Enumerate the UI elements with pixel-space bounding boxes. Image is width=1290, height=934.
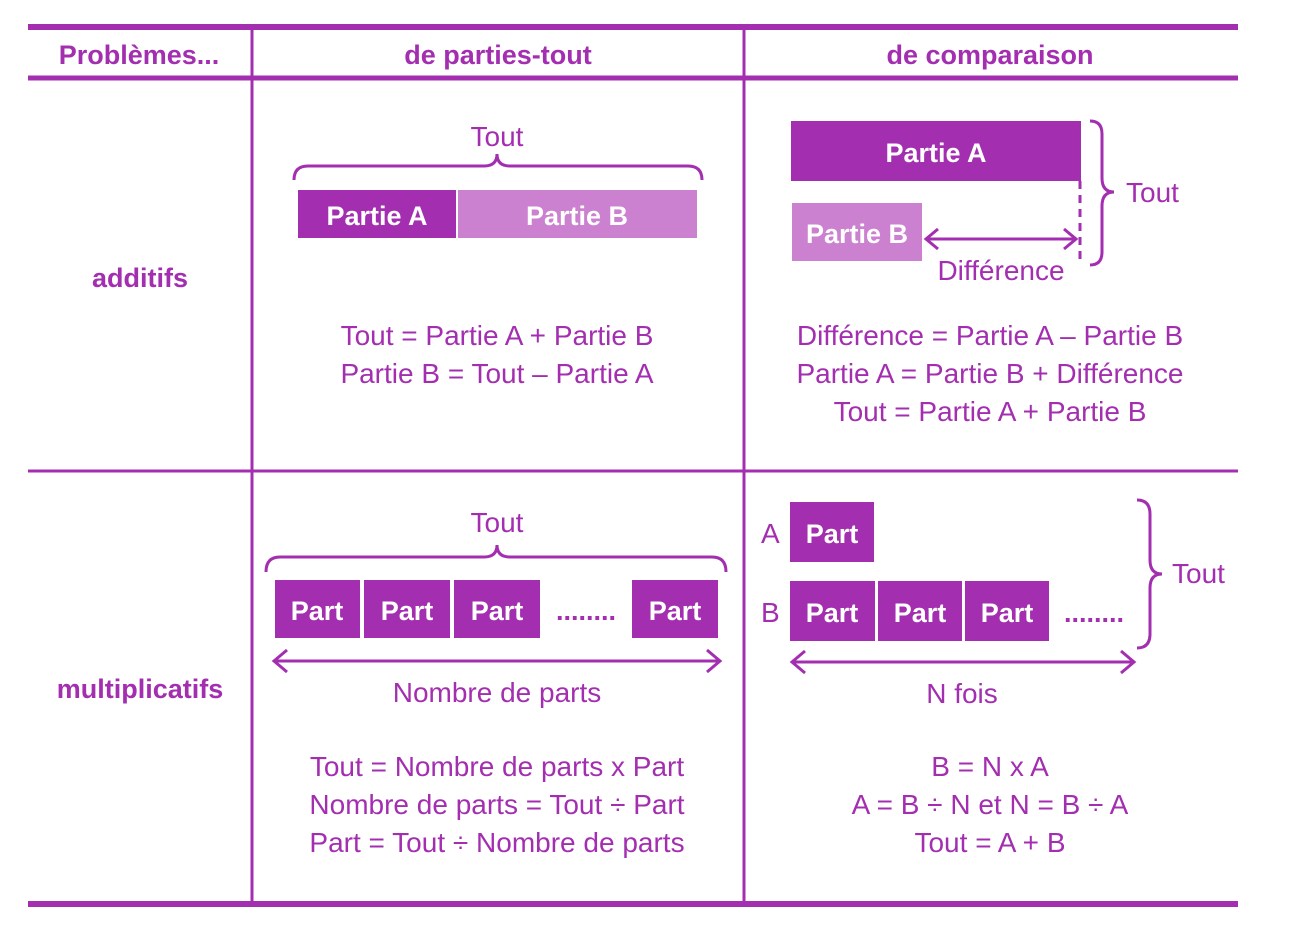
equation-1: Différence = Partie A – Partie B xyxy=(796,320,1184,351)
part-label-4: Part xyxy=(648,596,702,626)
equation-3: Part = Tout ÷ Nombre de parts xyxy=(309,827,685,858)
difference-label: Différence xyxy=(937,255,1065,286)
header-comparaison: de comparaison xyxy=(886,40,1094,70)
equation-1: Tout = Nombre de parts x Part xyxy=(309,751,685,782)
n-fois-arrow xyxy=(792,651,1134,673)
tout-brace xyxy=(266,545,726,572)
label-a: A xyxy=(761,518,780,549)
part-label-1: Part xyxy=(290,596,344,626)
equation-3: Tout = Partie A + Partie B xyxy=(833,396,1147,427)
part-label-2: Part xyxy=(380,596,434,626)
difference-arrow xyxy=(926,229,1076,249)
nombre-de-parts-label: Nombre de parts xyxy=(392,677,602,708)
equation-1: Tout = Partie A + Partie B xyxy=(340,320,654,351)
tout-label: Tout xyxy=(470,121,524,152)
tout-label: Tout xyxy=(1172,558,1225,589)
tout-brace xyxy=(294,154,702,180)
row-label-multiplicatifs: multiplicatifs xyxy=(56,674,224,704)
equation-2: Partie A = Partie B + Différence xyxy=(796,358,1184,389)
label-b: B xyxy=(761,597,780,628)
tout-label: Tout xyxy=(470,507,524,538)
tout-label: Tout xyxy=(1126,177,1179,208)
n-fois-label: N fois xyxy=(926,678,998,709)
ellipsis-dots: ........ xyxy=(1063,598,1125,628)
equation-2: A = B ÷ N et N = B ÷ A xyxy=(851,789,1129,820)
additive-comparison-diagram xyxy=(791,121,1184,427)
header-parties-tout: de parties-tout xyxy=(404,40,592,70)
equation-2: Partie B = Tout – Partie A xyxy=(340,358,654,389)
multiplicative-part-whole-diagram xyxy=(266,507,726,858)
part-label-a: Part xyxy=(805,519,859,549)
ellipsis-dots: ........ xyxy=(555,596,617,626)
multiplicative-comparison-diagram xyxy=(761,500,1225,858)
nombre-de-parts-arrow xyxy=(274,650,720,672)
part-label-b-1: Part xyxy=(805,598,859,628)
tout-brace xyxy=(1137,500,1162,648)
partie-b-label: Partie B xyxy=(805,219,909,249)
equation-2: Nombre de parts = Tout ÷ Part xyxy=(309,789,685,820)
part-label-b-3: Part xyxy=(980,598,1034,628)
part-label-3: Part xyxy=(470,596,524,626)
header-problemes: Problèmes... xyxy=(58,40,220,70)
partie-a-label: Partie A xyxy=(326,201,428,231)
part-label-b-2: Part xyxy=(893,598,947,628)
partie-a-label: Partie A xyxy=(885,138,987,168)
tout-brace xyxy=(1090,121,1114,265)
equation-1: B = N x A xyxy=(931,751,1049,782)
partie-b-label: Partie B xyxy=(525,201,629,231)
row-label-additifs: additifs xyxy=(91,263,189,293)
equation-3: Tout = A + B xyxy=(914,827,1066,858)
additive-part-whole-diagram xyxy=(294,121,702,389)
